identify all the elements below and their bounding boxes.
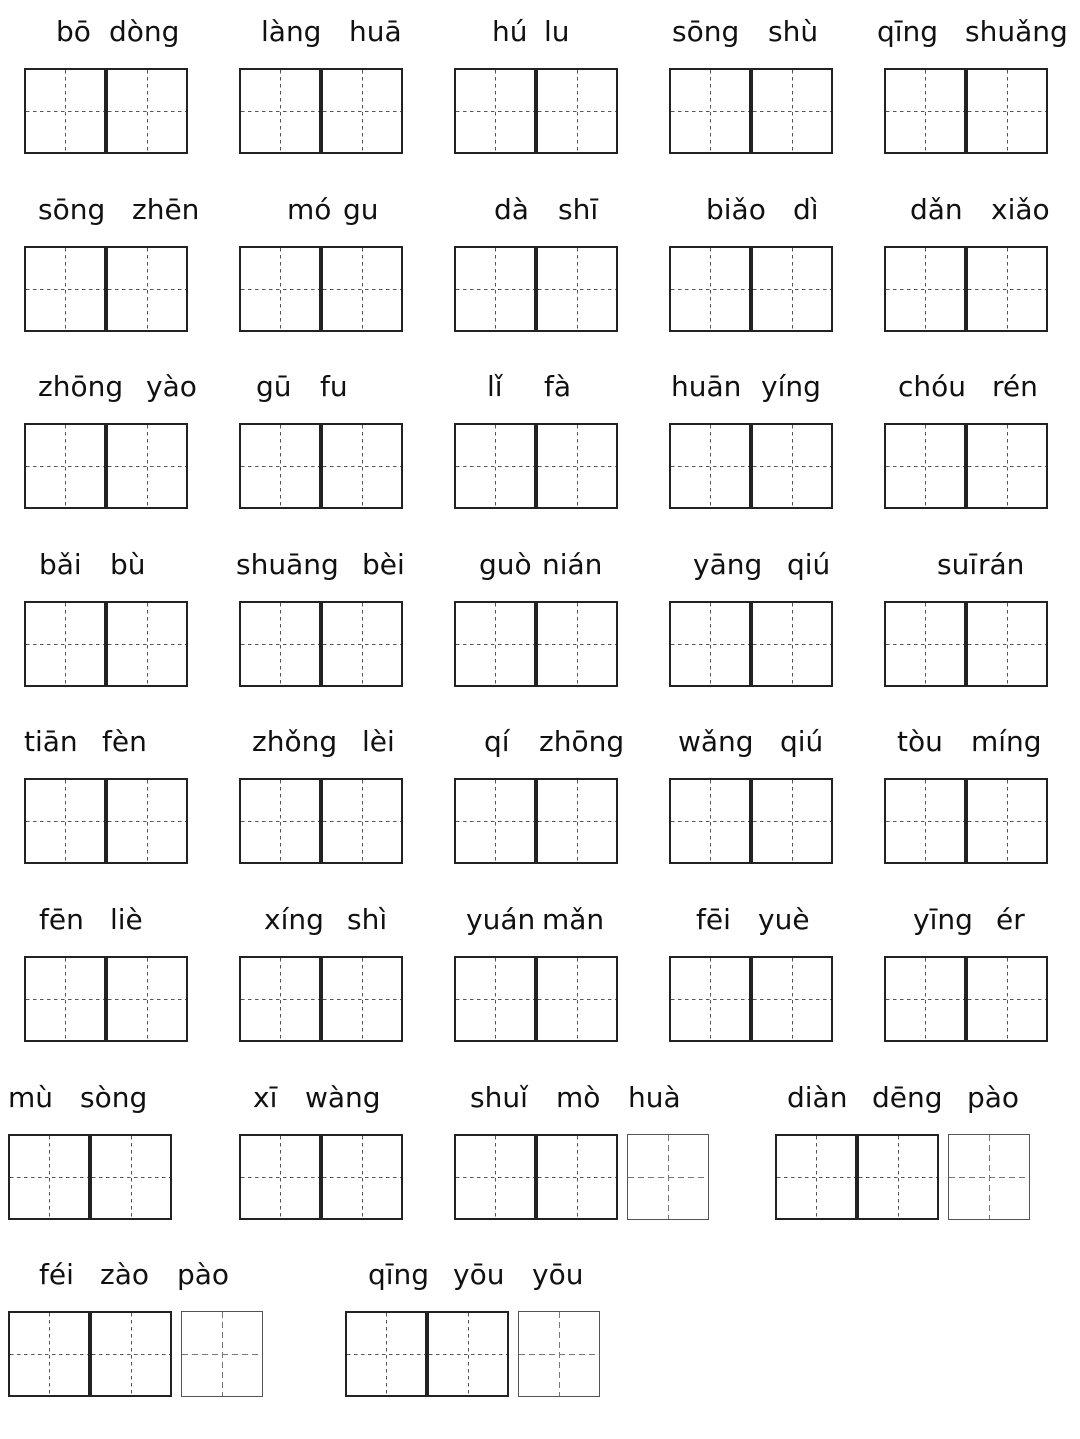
pinyin-syllable: yuè — [758, 903, 810, 936]
pinyin-syllable: lu — [544, 15, 570, 48]
pinyin-syllable: féi — [39, 1258, 74, 1291]
pinyin-syllable: zhǒng — [252, 725, 338, 758]
pinyin-syllable: mò — [556, 1081, 601, 1114]
pinyin-syllable: zhōng — [38, 370, 124, 403]
writing-box[interactable] — [239, 246, 321, 332]
pinyin-syllable: gū — [256, 370, 292, 403]
pinyin-syllable: fèn — [102, 725, 147, 758]
pinyin-syllable: lǐ — [487, 370, 503, 403]
writing-box[interactable] — [454, 778, 536, 864]
pinyin-syllable: chóu — [898, 370, 967, 403]
writing-box[interactable] — [751, 956, 833, 1042]
writing-box[interactable] — [454, 246, 536, 332]
pinyin-syllable: fà — [544, 370, 572, 403]
pinyin-syllable: huān — [671, 370, 742, 403]
writing-box[interactable] — [751, 68, 833, 154]
writing-box[interactable] — [536, 246, 618, 332]
pinyin-syllable: rán — [978, 548, 1025, 581]
writing-box[interactable] — [239, 68, 321, 154]
writing-box[interactable] — [669, 778, 751, 864]
writing-box[interactable] — [536, 778, 618, 864]
pinyin-syllable: fu — [320, 370, 348, 403]
writing-box[interactable] — [627, 1134, 709, 1220]
writing-box[interactable] — [24, 246, 106, 332]
writing-box[interactable] — [454, 1134, 536, 1220]
writing-box[interactable] — [106, 778, 188, 864]
pinyin-syllable: lèi — [362, 725, 395, 758]
writing-box[interactable] — [239, 1134, 321, 1220]
pinyin-syllable: liè — [110, 903, 143, 936]
writing-box[interactable] — [454, 68, 536, 154]
writing-box[interactable] — [321, 423, 403, 509]
pinyin-syllable: tiān — [24, 725, 78, 758]
pinyin-syllable: sōng — [672, 15, 740, 48]
pinyin-syllable: yāng — [693, 548, 763, 581]
writing-box[interactable] — [106, 423, 188, 509]
writing-box[interactable] — [751, 778, 833, 864]
pinyin-syllable: fēi — [696, 903, 731, 936]
writing-box[interactable] — [8, 1134, 90, 1220]
pinyin-syllable: shì — [347, 903, 388, 936]
writing-box[interactable] — [321, 778, 403, 864]
pinyin-syllable: làng — [261, 15, 322, 48]
pinyin-syllable: shuǐ — [470, 1081, 528, 1114]
writing-box[interactable] — [239, 778, 321, 864]
writing-box[interactable] — [454, 601, 536, 687]
writing-box[interactable] — [90, 1134, 172, 1220]
pinyin-syllable: huā — [349, 15, 402, 48]
pinyin-syllable: hú — [492, 15, 528, 48]
pinyin-syllable: ér — [996, 903, 1025, 936]
pinyin-syllable: dì — [793, 193, 819, 226]
writing-box[interactable] — [321, 956, 403, 1042]
pinyin-syllable: tòu — [897, 725, 943, 758]
writing-box[interactable] — [518, 1311, 600, 1397]
writing-box[interactable] — [948, 1134, 1030, 1220]
pinyin-syllable: qí — [484, 725, 510, 758]
writing-box[interactable] — [106, 246, 188, 332]
writing-box[interactable] — [669, 601, 751, 687]
pinyin-syllable: míng — [971, 725, 1042, 758]
writing-box[interactable] — [775, 1134, 857, 1220]
pinyin-syllable: shuǎng — [965, 15, 1068, 48]
writing-box[interactable] — [106, 956, 188, 1042]
writing-box[interactable] — [536, 423, 618, 509]
pinyin-syllable: gu — [343, 193, 379, 226]
writing-box[interactable] — [884, 601, 966, 687]
pinyin-syllable: bō — [56, 15, 91, 48]
writing-box[interactable] — [966, 601, 1048, 687]
pinyin-syllable: qīng — [368, 1258, 430, 1291]
pinyin-syllable: shuāng — [236, 548, 339, 581]
pinyin-syllable: qiú — [780, 725, 824, 758]
writing-box[interactable] — [239, 956, 321, 1042]
pinyin-syllable: diàn — [787, 1081, 848, 1114]
writing-box[interactable] — [427, 1311, 509, 1397]
pinyin-syllable: pào — [177, 1258, 230, 1291]
writing-box[interactable] — [90, 1311, 172, 1397]
pinyin-syllable: xíng — [264, 903, 324, 936]
writing-box[interactable] — [106, 68, 188, 154]
writing-box[interactable] — [669, 423, 751, 509]
pinyin-syllable: bù — [110, 548, 146, 581]
writing-box[interactable] — [454, 956, 536, 1042]
writing-box[interactable] — [669, 246, 751, 332]
writing-box[interactable] — [536, 68, 618, 154]
pinyin-syllable: wàng — [305, 1081, 381, 1114]
pinyin-syllable: bèi — [362, 548, 405, 581]
writing-box[interactable] — [24, 601, 106, 687]
writing-box[interactable] — [966, 68, 1048, 154]
pinyin-syllable: yīng — [913, 903, 973, 936]
pinyin-syllable: mǎn — [542, 903, 605, 936]
writing-box[interactable] — [345, 1311, 427, 1397]
pinyin-syllable: suī — [937, 548, 978, 581]
pinyin-syllable: guò — [479, 548, 532, 581]
pinyin-syllable: qīng — [877, 15, 939, 48]
writing-box[interactable] — [669, 68, 751, 154]
writing-box[interactable] — [751, 246, 833, 332]
pinyin-syllable: shù — [768, 15, 819, 48]
pinyin-syllable: yōu — [453, 1258, 505, 1291]
pinyin-syllable: zhēn — [132, 193, 200, 226]
pinyin-syllable: dòng — [109, 15, 180, 48]
pinyin-syllable: shī — [558, 193, 599, 226]
writing-box[interactable] — [669, 956, 751, 1042]
pinyin-syllable: xī — [253, 1081, 278, 1114]
writing-box[interactable] — [884, 68, 966, 154]
pinyin-syllable: zhōng — [539, 725, 625, 758]
pinyin-syllable: huà — [628, 1081, 681, 1114]
writing-box[interactable] — [536, 601, 618, 687]
pinyin-syllable: bǎi — [39, 548, 82, 581]
writing-box[interactable] — [536, 956, 618, 1042]
writing-box[interactable] — [8, 1311, 90, 1397]
pinyin-syllable: dēng — [872, 1081, 943, 1114]
pinyin-syllable: sòng — [80, 1081, 148, 1114]
pinyin-syllable: dǎn — [910, 193, 963, 226]
writing-box[interactable] — [24, 956, 106, 1042]
pinyin-syllable: wǎng — [678, 725, 754, 758]
pinyin-syllable: qiú — [787, 548, 831, 581]
writing-box[interactable] — [884, 778, 966, 864]
writing-box[interactable] — [884, 423, 966, 509]
writing-box[interactable] — [857, 1134, 939, 1220]
writing-box[interactable] — [966, 423, 1048, 509]
pinyin-syllable: mó — [287, 193, 332, 226]
writing-box[interactable] — [966, 246, 1048, 332]
pinyin-syllable: fēn — [39, 903, 84, 936]
pinyin-syllable: yuán — [466, 903, 536, 936]
pinyin-syllable: yōu — [532, 1258, 584, 1291]
writing-box[interactable] — [321, 601, 403, 687]
pinyin-syllable: yíng — [761, 370, 821, 403]
writing-box[interactable] — [239, 423, 321, 509]
pinyin-syllable: yào — [146, 370, 197, 403]
writing-box[interactable] — [751, 601, 833, 687]
writing-box[interactable] — [106, 601, 188, 687]
writing-box[interactable] — [24, 423, 106, 509]
pinyin-syllable: rén — [992, 370, 1038, 403]
writing-box[interactable] — [321, 68, 403, 154]
writing-box[interactable] — [536, 1134, 618, 1220]
writing-box[interactable] — [966, 778, 1048, 864]
writing-box[interactable] — [454, 423, 536, 509]
writing-box[interactable] — [966, 956, 1048, 1042]
writing-box[interactable] — [24, 68, 106, 154]
pinyin-syllable: xiǎo — [991, 193, 1050, 226]
pinyin-syllable: pào — [967, 1081, 1020, 1114]
writing-box[interactable] — [24, 778, 106, 864]
pinyin-syllable: dà — [494, 193, 529, 226]
pinyin-syllable: nián — [542, 548, 603, 581]
writing-box[interactable] — [884, 246, 966, 332]
writing-box[interactable] — [181, 1311, 263, 1397]
pinyin-syllable: zào — [100, 1258, 149, 1291]
writing-box[interactable] — [239, 601, 321, 687]
writing-box[interactable] — [751, 423, 833, 509]
writing-box[interactable] — [321, 246, 403, 332]
pinyin-syllable: mù — [8, 1081, 54, 1114]
pinyin-syllable: sōng — [38, 193, 106, 226]
pinyin-syllable: biǎo — [706, 193, 766, 226]
writing-box[interactable] — [321, 1134, 403, 1220]
writing-box[interactable] — [884, 956, 966, 1042]
